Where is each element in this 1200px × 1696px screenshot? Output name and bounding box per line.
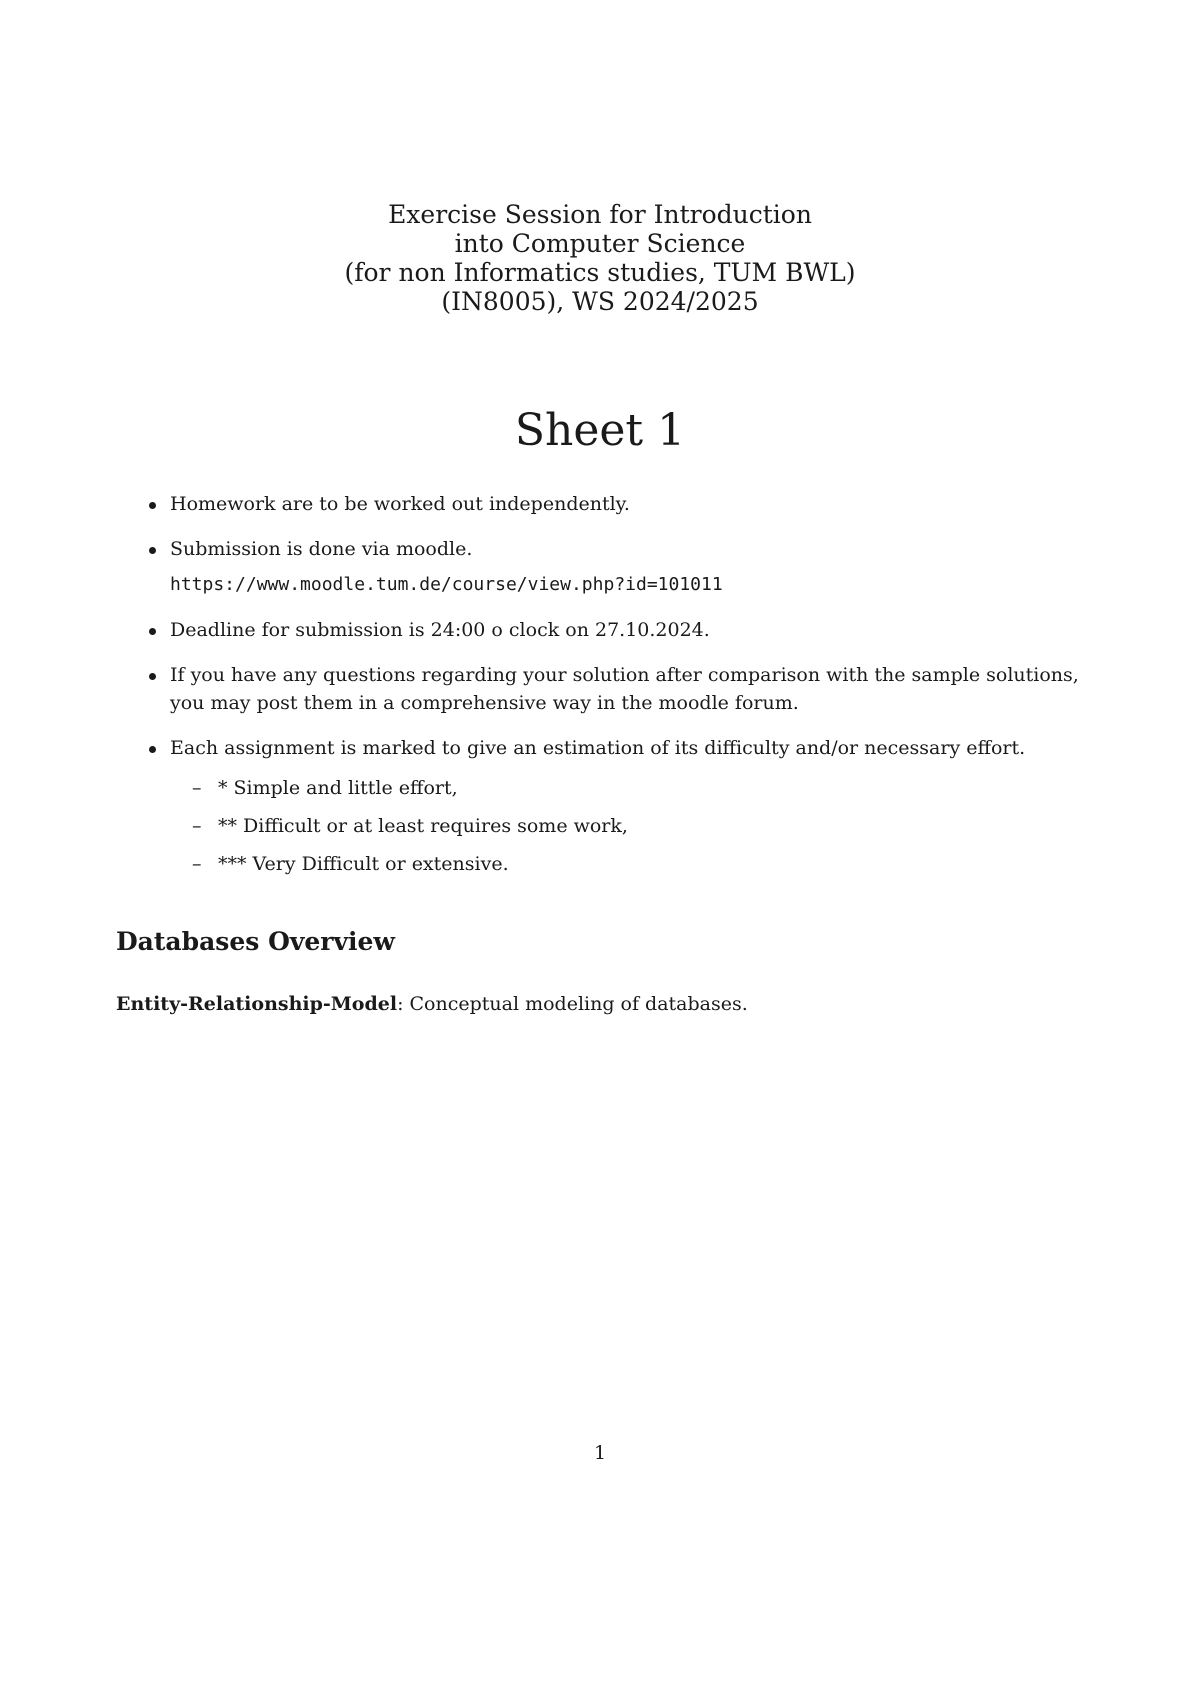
definition-text: : Conceptual modeling of databases. [397,993,748,1015]
difficulty-text: *** Very Difficult or extensive. [218,853,509,875]
difficulty-item [170,812,1116,840]
sheet-heading: Sheet 1 [514,405,686,456]
bullet-icon [149,673,156,680]
bullet-icon [149,628,156,635]
section-title: Databases Overview [116,927,395,956]
title-line: Exercise Session for Introduction [388,200,812,229]
title-line: (for non Informatics studies, TUM BWL) [344,258,856,287]
list-item [116,616,1116,644]
title-line: into Computer Science [454,229,746,258]
bullet-icon [149,547,156,554]
rule-text: If you have any questions regarding your solution after comparison with the sample solutions, you may post them in a comprehensive way in the moodle forum. [170,664,1079,714]
definition-term: Entity-Relationship-Model [116,993,398,1015]
page-number: 1 [593,1442,607,1464]
difficulty-text: ** Difficult or at least requires some work, [218,815,628,837]
list-item [116,734,1116,878]
list-item [116,535,1116,599]
list-item [116,661,1116,717]
rule-text: Submission is done via moodle. [170,538,473,560]
bullet-icon [149,746,156,753]
dash-icon: – [192,853,202,875]
difficulty-text: * Simple and little effort, [218,777,458,799]
title-line: (IN8005), WS 2024/2025 [441,287,759,316]
difficulty-item [170,850,1116,878]
document-title [0,200,1200,316]
list-item [116,490,1116,518]
rule-text: Deadline for submission is 24:00 o clock on 27.10.2024. [170,619,710,641]
difficulty-item [170,774,1116,802]
difficulty-list [170,774,1116,878]
dash-icon: – [192,815,202,837]
bullet-icon [149,502,156,509]
rule-text: Each assignment is marked to give an estimation of its difficulty and/or necessary effort. [170,737,1026,759]
submission-url: https://www.moodle.tum.de/course/view.php?id=101011 [170,574,723,595]
dash-icon: – [192,777,202,799]
definition [116,990,748,1018]
rules-list [116,490,1116,895]
rule-text: Homework are to be worked out independently. [170,493,630,515]
